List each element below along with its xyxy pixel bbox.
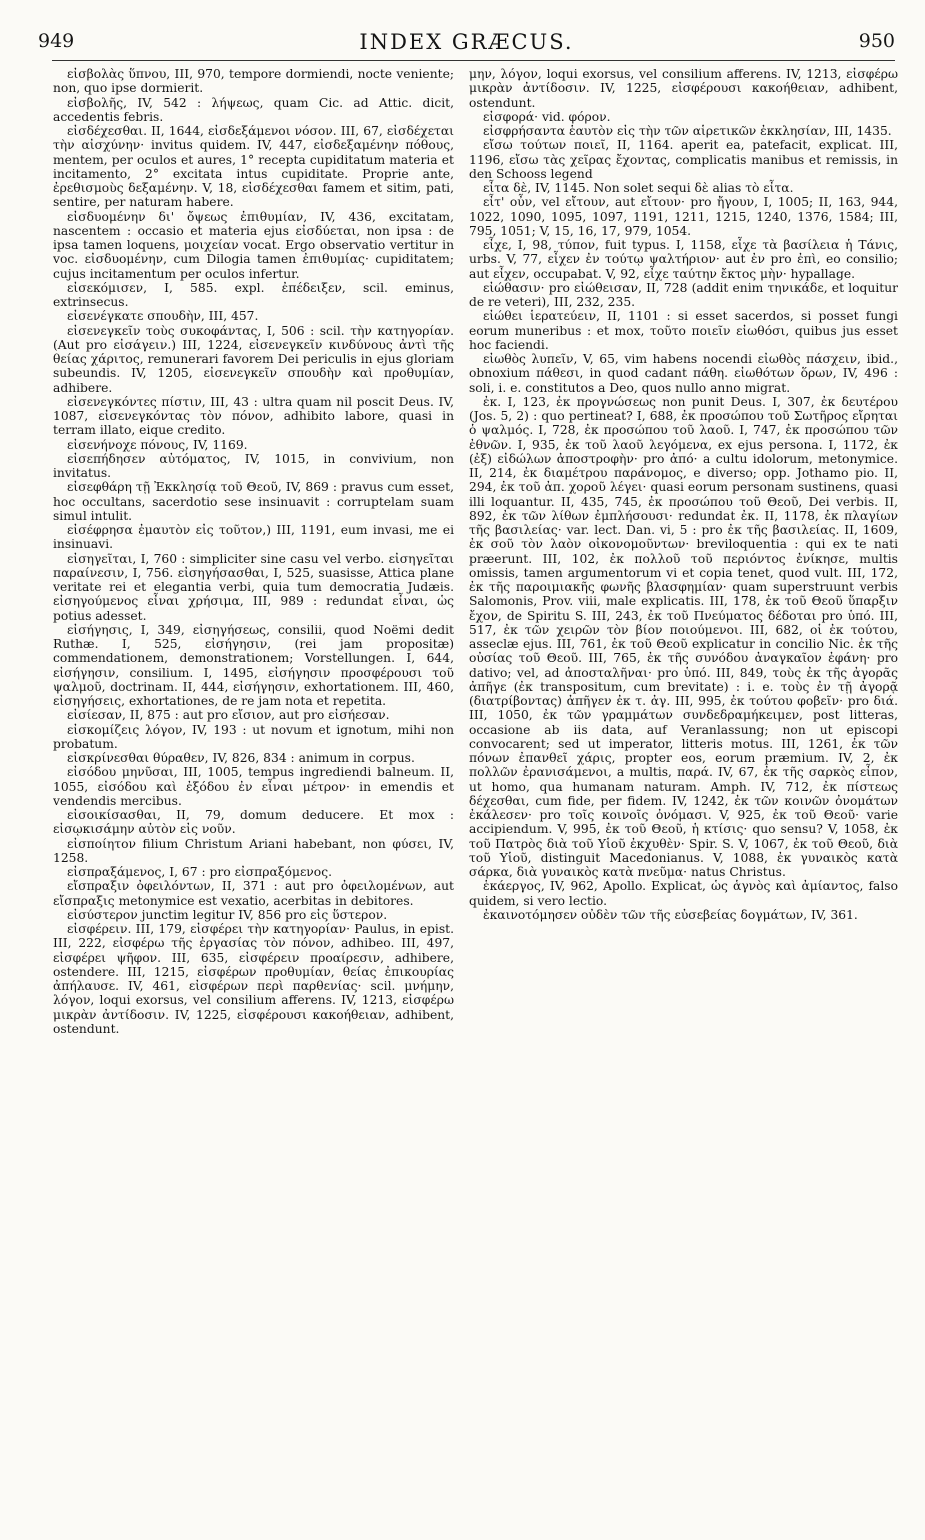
page-title: INDEX GRÆCUS. bbox=[359, 30, 574, 54]
index-entry: εἰσενεγκόντες πίστιν, III, 43 : ultra quam nil poscit Deus. IV, 1087, εἰσενεγκόντας τὸν πόνον, adhibito labore, quasi in terram illato, eique credito. bbox=[53, 394, 454, 438]
index-entry: εἰσκομίζεις λόγον, IV, 193 : ut novum et ignotum, mihi non probatum. bbox=[53, 722, 454, 751]
index-entry: ἑκάεργος, IV, 962, Apollo. Explicat, ὡς ἁγνὸς καὶ ἀμίαντος, falso quidem, si vero lectio. bbox=[469, 879, 898, 908]
index-entry: εἰσήγησις, I, 349, εἰσηγήσεως, consilii, quod Noëmi dedit Ruthæ. I, 525, εἰσήγησιν, (rei jam propositæ) commendationem, demonstrationem; Vorstellungen. I, 644, εἰσήγησιν, consilium. I, 1495, εἰσήγησιν προσφέρουσι τοῦ ψαλμοῦ, doctrinam. II, 444, εἰσήγησιν, exhortationem. III, 460, εἰσηγήσεις, exhortationes, de re jam nota et repetita. bbox=[53, 622, 454, 708]
index-entry: εἰσενήνοχε πόνους, IV, 1169. bbox=[67, 437, 248, 452]
index-entry: εἰσενέγκατε σπουδὴν, III, 457. bbox=[67, 309, 259, 324]
index-entry: εἰσπραξάμενος, I, 67 : pro εἰσπραξόμενος. bbox=[67, 865, 332, 879]
page-number-left: 949 bbox=[38, 30, 75, 52]
index-entry: εἰωθὸς λυπεῖν, V, 65, vim habens nocendi εἰωθὸς πάσχειν, ibid., obnoxium πάθεσι, in quod cadant πάθη. εἰωθότων ὅρων, IV, 496 : soli, i. e. constitutos a Deo, quos nullo anno migrat. bbox=[469, 352, 898, 395]
index-entry: εἰσδέχεσθαι. II, 1644, εἰσδεξάμενοι νόσον. III, 67, εἰσδέχεται τὴν αἰσχύνην· invitus quidem. IV, 447, εἰσδεξαμένην πόθους, mentem, per oculos et aures, 1° recepta cupiditatum materia et incitamento, 2° excitata intus cupiditate. Proprie ante, ἐρεθισμοὺς δεξαμένην. V, 18, εἰσδέχεσθαι famem et sitim, pati, sentire, per naturam habere. bbox=[53, 124, 454, 210]
index-entry: εἰσφέρειν. III, 179, εἰσφέρει τὴν κατηγορίαν· Paulus, in epist. III, 222, εἰσφέρω τῆς ἐργασίας τὸν πόνον, adhibeo. III, 497, εἰσφέρει ψῆφον. III, 635, εἰσφέρειν προαίρεσιν, adhibere, ostendere. III, 1215, εἰσφέρων προθυμίαν, θείας ἐπικουρίας ἀπήλαυσε. IV, 461, εἰσφέρων περὶ παρθενίας· scil. μνήμην, λόγον, loqui exorsus, vel consilium afferens. IV, 1213, εἰσφέρω μικρὰν ἀντίδοσιν. IV, 1225, εἰσφέρουσι κακοήθειαν, adhibent, ostendunt. bbox=[53, 922, 454, 1036]
index-entry: εἰσενεγκεῖν τοὺς συκοφάντας, I, 506 : scil. τὴν κατηγορίαν. (Aut pro εἰσάγειν.) III, 1224, εἰσενεγκεῖν κινδύνους ἀντὶ τῆς θείας χάριτος, remunerari favorem Dei periculis in ejus gloriam subeundis. IV, 1205, εἰσενεγκεῖν σπουδὴν καὶ προθυμίαν, adhibere. bbox=[53, 323, 454, 395]
index-entry: εἰσίεσαν, II, 875 : aut pro εἴσιον, aut pro εἰσήεσαν. bbox=[67, 708, 390, 723]
index-entry: ἐκ. I, 123, ἐκ προγνώσεως non punit Deus. I, 307, ἐκ δευτέρου (Jos. 5, 2) : quo pertineat? I, 688, ἐκ προσώπου τοῦ Σωτῆρος εἴρηται ὁ ψαλμός. I, 728, ἐκ προσώπου τοῦ λαοῦ. I, 747, ἐκ προσώπου τῶν ἐθνῶν. I, 935, ἐκ τοῦ λαοῦ λεγόμενα, ex ejus persona. I, 1172, ἐκ (ἐξ) εἰδώλων ἀποστροφὴν· pro ἀπό· a cultu idolorum, metonymice. II, 214, ἐκ διαμέτρου παράνομος, e diverso; opp. Jothamo pio. II, 294, ἐκ τοῦ ἀπ. χοροῦ λέγει· quasi eorum personam sustinens, quasi illi loquantur. II, 435, 745, ἐκ προσώπου τοῦ Θεοῦ, Dei verbis. II, 892, ἐκ τῶν λίθων ἐμπλήσουσι· redundat ἐκ. II, 1178, ἐκ πλαγίων τῆς βασιλείας· var. lect. Dan. vi, 5 : pro ἐκ τῆς βασιλείας. II, 1609, ἐκ σοῦ τὸν λαὸν οἰκονομοῦντων· breviloquentia : qui ex te nati præerunt. III, 102, ἐκ πολλοῦ τοῦ περιόντος ἐνίκησε, multis omissis, tamen argumentorum vi et copia tenet, quod vult. III, 172, ἐκ τῆς παροιμιακῆς φωνῆς βλασφημίαν· quam superstruunt verbis Salomonis, Prov. viii, male explicatis. III, 178, ἐκ τοῦ Θεοῦ ὕπαρξιν ἔχον, de Spiritu S. III, 243, ἐκ τοῦ Πνεύματος δέδοται pro ὑπό. III, 517, ἐκ τῶν χειρῶν τὸν βίον ποιούμενοι. III, 682, οἱ ἐκ τούτου, asseclæ ejus. III, 761, ἐκ τοῦ Θεοῦ explicatur in concilio Nic. ἐκ τῆς οὐσίας τοῦ Θεοῦ. III, 765, ἐκ τῆς συνόδου ἀναγκαῖον ἐφάνη· pro dativo; vel, ad ἀποσταλῆναι· pro ὑπό. III, 849, τοὺς ἐκ τῆς ἀγορᾶς ἀπῆγε (ἐκ transpositum, cum brevitate) : i. e. τοὺς ἐν τῇ ἀγορᾷ (διατρίβοντας) ἀπῆγεν ἐκ τ. ἀγ. III, 995, ἐκ τούτου φοβεῖν· pro διά. III, 1050, ἐκ τῶν γραμμάτων συνδεδραμήκειμεν, post litteras, occasione ab iis data, auf Veranlassung; non ut episcopi convocarent; sed ut imperator, litteris motus. III, 1261, ἐκ τῶν πόνων ἐπανθεῖ χάρις, propter eos, eorum præmium. IV, 2, ἐκ πολλῶν ἐρανισάμενοι, a multis, παρά. IV, 67, ἐκ τῆς σαρκὸς εἶπον, ut homo, qua humanam naturam. Amph. IV, 712, ἐκ πίστεως δέχεσθαι, cum fide, per fidem. IV, 1242, ἐκ τῶν κοινῶν ὀνομάτων ἐκάλεσεν· pro τοῖς κοινοῖς ὀνόμασι. V, 925, ἐκ τοῦ Θεοῦ· varie accipiendum. V, 995, ἐκ τοῦ Θεοῦ, ἡ κτίσις· quo sensu? V, 1058, ἐκ τοῦ Πατρὸς διὰ τοῦ Υἱοῦ ἐκχυθὲν· Spir. S. V, 1067, ἐκ τοῦ Θεοῦ, διὰ τοῦ Υἱοῦ, distinguit Macedonianus. V, 1088, ἐκ γυναικὸς κατὰ σάρκα, διὰ γυναικὸς κατὰ πνεῦμα· natus Christus. bbox=[469, 394, 898, 879]
header-rule bbox=[52, 60, 895, 61]
index-entry: εἰώθασιν· pro εἰώθεισαν, II, 728 (addit enim τηνικάδε, et loquitur de re veteri), III, 232, 235. bbox=[469, 280, 898, 309]
index-entry: εἰσύστερον junctim legitur IV, 856 pro εἰς ὕστερον. bbox=[67, 907, 388, 922]
index-entry: εἰσκρίνεσθαι θύραθεν, IV, 826, 834 : animum in corpus. bbox=[67, 751, 415, 765]
index-entry: μην, λόγον, loqui exorsus, vel consilium afferens. IV, 1213, εἰσφέρω μικρὰν ἀντίδοσιν. IV, 1225, εἰσφέρουσι κακοήθειαν, adhibent, ostendunt. bbox=[469, 67, 898, 110]
index-entry: εἰσεπήδησεν αὐτόματος, IV, 1015, in convivium, non invitatus. bbox=[53, 451, 454, 480]
index-entry: ἐκαινοτόμησεν οὐδὲν τῶν τῆς εὐσεβείας δογμάτων, IV, 361. bbox=[483, 907, 858, 922]
index-entry: εἴσω τούτων ποιεῖ, II, 1164. aperit ea, patefacit, explicat. III, 1196, εἴσω τὰς χεῖρας ἔχοντας, complicatis manibus et remissis, in den Schooss legend bbox=[469, 138, 898, 181]
index-entry: εἶτ' οὖν, vel εἴτουν, aut εἴτουν· pro ἤγουν, I, 1005; II, 163, 944, 1022, 1090, 1095, 1097, 1191, 1211, 1215, 1240, 1376, 1584; III, 795, 1051; V, 15, 16, 17, 979, 1054. bbox=[469, 195, 898, 238]
index-entry: εἰσηγεῖται, I, 760 : simpliciter sine casu vel verbo. εἰσηγεῖται παραίνεσιν, I, 756. εἰσηγήσασθαι, I, 525, suasisse, Attica plane veritate rei et elegantia verbi, quia tum democratia Judæis. εἰσηγούμενος εἶναι χρήσιμα, III, 989 : redundat εἶναι, ὡς potius adesset. bbox=[53, 551, 454, 623]
index-entry: εἰσεκόμισεν, I, 585. expl. ἐπέδειξεν, scil. eminus, extrinsecus. bbox=[53, 280, 454, 309]
index-entry: εἰσποίητον filium Christum Ariani habebant, non φύσει, IV, 1258. bbox=[53, 836, 454, 865]
index-entry: εἰσοικίσασθαι, II, 79, domum deducere. Et mox : εἰσῳκισάμην αὐτὸν εἰς νοῦν. bbox=[53, 808, 454, 837]
index-entry: εἶχε, I, 98, τύπον, fuit typus. I, 1158, εἶχε τὰ βασίλεια ἡ Τάνις, urbs. V, 77, εἶχεν ἐν τούτῳ ψαλτήριον· aut ἐν pro ἐπὶ, eo consilio; aut εἶχεν, occupabat. V, 92, εἶχε ταύτην ἔκτος μὴν· hypallage. bbox=[469, 238, 898, 281]
page-number-right: 950 bbox=[858, 30, 895, 52]
index-entry: εἰσφορά· vid. φόρον. bbox=[483, 109, 611, 124]
page-header bbox=[38, 30, 895, 56]
right-column bbox=[469, 67, 898, 1532]
index-entry: εἰσδυομένην δι' ὄψεως ἐπιθυμίαν, IV, 436, excitatam, nascentem : occasio et materia ejus εἰσδύεται, non ipsa : de ipsa tamen loquens, μοιχείαν vocat. Ergo observatio vertitur in voc. εἰσδυομένην, cum Dilogia tamen ἐπιθυμίας· cupiditatem; cujus incitamentum per oculos infertur. bbox=[53, 209, 454, 281]
index-entry: εἰσόδου μηνῦσαι, III, 1005, tempus ingrediendi balneum. II, 1055, εἰσόδου καὶ ἐξόδου ἐν εἶναι μέτρον· in emendis et vendendis mercibus. bbox=[53, 765, 454, 808]
index-entry: εἰσφρήσαντα ἑαυτὸν εἰς τὴν τῶν αἱρετικῶν ἐκκλησίαν, III, 1435. bbox=[483, 124, 892, 138]
left-column bbox=[53, 67, 454, 1532]
index-entry: εἰσβολῆς, IV, 542 : λήψεως, quam Cic. ad Attic. dicit, accedentis febris. bbox=[53, 95, 454, 124]
index-entry: εἰώθει ἱερατεύειν, II, 1101 : si esset sacerdos, si posset fungi eorum muneribus : et mox, τοῦτο ποιεῖν εἰωθόσι, quibus jus esset hoc faciendi. bbox=[469, 309, 898, 352]
index-entry: εἰσεφθάρη τῇ Ἐκκλησίᾳ τοῦ Θεοῦ, IV, 869 : pravus cum esset, hoc occultans, sacerdotio sese insinuavit : corruptelam suam simul intulit. bbox=[53, 480, 454, 523]
index-entry: εἴσπραξιν ὀφειλόντων, II, 371 : aut pro ὀφειλομένων, aut εἴσπραξις metonymice est vexatio, acerbitas in debitores. bbox=[53, 879, 454, 908]
index-entry: εἰσέφρησα ἐμαυτὸν εἰς τοῦτον,) III, 1191, eum invasi, me ei insinuavi. bbox=[53, 523, 454, 552]
index-entry: εἰσβολὰς ὕπνου, III, 970, tempore dormiendi, nocte veniente; non, quo ipse dormierit. bbox=[53, 67, 454, 96]
index-entry: εἶτα δὲ, IV, 1145. Non solet sequi δὲ alias τὸ εἶτα. bbox=[483, 181, 794, 195]
